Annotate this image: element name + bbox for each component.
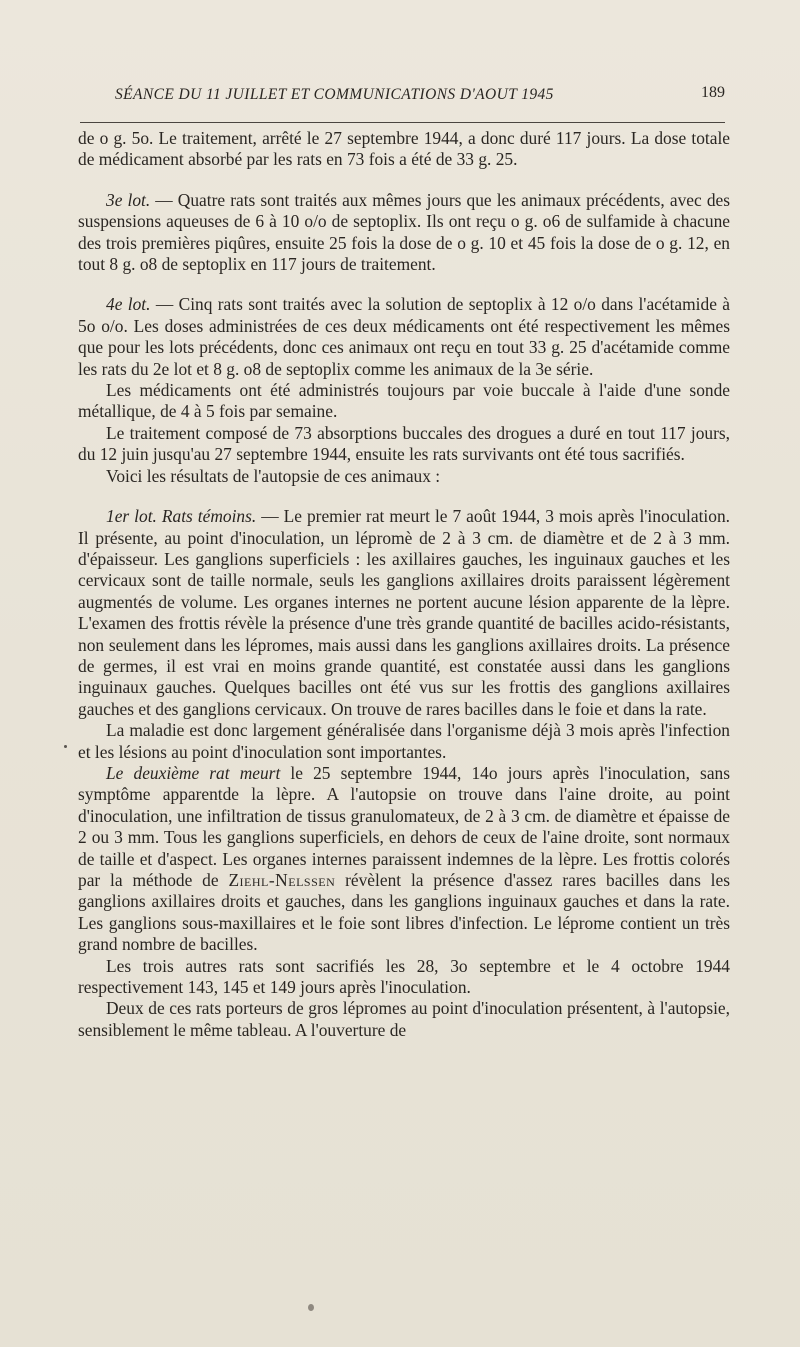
margin-mark bbox=[64, 745, 67, 748]
lot-1-text: — Le premier rat meurt le 7 août 1944, 3 mois après l'inoculation. Il présente, au point d'inoculation, un lépromè de 2 à 3 cm. de diamètre et de 2 à 3 mm. d'épaisseur. Les ganglions superficiels : les axillaires gauches, les inguinaux gauches et les cervicaux sont de taille normale, seuls les ganglions axillaires droits paraissent légèrement augmentés de volume. Les organes internes ne portent aucune lésion apparente de la lèpre. L'examen des frottis révèle la présence d'une très grande quantité de bacilles acido-résistants, non seulement dans les lépromes, mais aussi dans les ganglions axillaires droits. La présence de germes, il est vrai en moins grande quantité, est constatée aussi dans les ganglions inguinaux gauches. Quelques bacilles ont été vus sur les frottis des ganglions axillaires gauches et des ganglions cervicaux. On trouve de rares bacilles dans le foie et dans la rate. bbox=[78, 506, 731, 719]
paragraph-other-rats: Les trois autres rats sont sacrifiés les 28, 3o septembre et le 4 octobre 1944 respectivement 143, 145 et 149 jours après l'inoculation. bbox=[78, 955, 730, 998]
running-title: SÉANCE DU 11 JUILLET ET COMMUNICATIONS D'AOUT 1945 bbox=[115, 86, 554, 103]
lot-3-text: — Quatre rats sont traités aux mêmes jours que les animaux précédents, avec des suspensions aqueuses de 6 à 10 o/o de septoplix. Ils ont reçu o g. o6 de sulfamide à chacune des trois premières piqûres, ensuite 25 fois la dose de o g. 10 et 45 fois la dose de o g. 12, en tout 8 g. o8 de septoplix en 117 jours de traitement. bbox=[78, 189, 731, 275]
second-rat-heading: Le deuxième rat meurt bbox=[106, 762, 281, 783]
lot-4-heading: 4e lot. bbox=[106, 294, 151, 315]
lot-1-heading: 1er lot. Rats témoins. bbox=[106, 506, 257, 527]
paragraph-second-rat bbox=[78, 763, 730, 956]
paragraph-lot-3 bbox=[78, 190, 730, 276]
paragraph-two-rats: Deux de ces rats porteurs de gros lépromes au point d'inoculation présentent, à l'autopsie, sensiblement le même tableau. A l'ouverture de bbox=[78, 998, 730, 1040]
paragraph-lot-4 bbox=[78, 294, 730, 380]
page-header bbox=[115, 84, 725, 110]
paragraph-generalisation: La maladie est donc largement généralisée dans l'organisme déjà 3 mois après l'infection et les lésions au point d'inoculation sont importantes. bbox=[78, 720, 730, 762]
paragraph-autopsy-intro: Voici les résultats de l'autopsie de ces animaux : bbox=[106, 465, 441, 486]
method-name: Ziehl-Nelssen bbox=[228, 870, 336, 890]
paragraph-treatment-duration: Le traitement composé de 73 absorptions buccales des drogues a duré en tout 117 jours, du 12 juin jusqu'au 27 septembre 1944, ensuite les rats survivants ont été tous sacrifiés. bbox=[78, 422, 730, 465]
page-number: 189 bbox=[701, 84, 725, 101]
body-text bbox=[78, 128, 730, 1041]
paragraph-lot-1 bbox=[78, 506, 730, 720]
paragraph-administration: Les médicaments ont été administrés toujours par voie buccale à l'aide d'une sonde métallique, de 4 à 5 fois par semaine. bbox=[78, 380, 730, 422]
second-rat-text-b: révèlent la présence d'assez rares bacilles dans les ganglions axillaires droits et gauches, dans les ganglions inguinaux gauches et dans la rate. Les ganglions sous-maxillaires et le foie sont libres d'infection. Le léprome contient un très grand nombre de bacilles. bbox=[78, 870, 730, 955]
second-rat-text-a: le 25 septembre 1944, 14o jours après l'inoculation, sans symptôme apparentde la lèpre. A l'autopsie on trouve dans l'aine droite, au point d'inoculation, une infiltration de tissus granulomateux, de 2 à 3 cm. de diamètre et épaisse de 2 ou 3 mm. Tous les ganglions superficiels, en dehors de ceux de l'aine droite, sont normaux de taille et d'aspect. Les organes internes paraissent indemnes de la lèpre. Les frottis colorés par la méthode de bbox=[78, 762, 730, 890]
lot-4-text: — Cinq rats sont traités avec la solution de septoplix à 12 o/o dans l'acétamide à 5o o/o. Les doses administrées de ces deux médicaments ont été respectivement les mêmes que pour les lots précédents, donc ces animaux ont reçu en tout 33 g. 25 d'acétamide comme les rats du 2e lot et 8 g. o8 de septoplix comme les animaux de la 3e série. bbox=[78, 294, 730, 379]
paragraph-1: de o g. 5o. Le traitement, arrêté le 27 septembre 1944, a donc duré 117 jours. La dose totale de médicament absorbé par les rats en 73 fois a été de 33 g. 25. bbox=[78, 128, 730, 170]
lot-3-heading: 3e lot. bbox=[106, 189, 151, 210]
header-rule bbox=[80, 122, 725, 123]
ink-speck bbox=[308, 1304, 314, 1311]
